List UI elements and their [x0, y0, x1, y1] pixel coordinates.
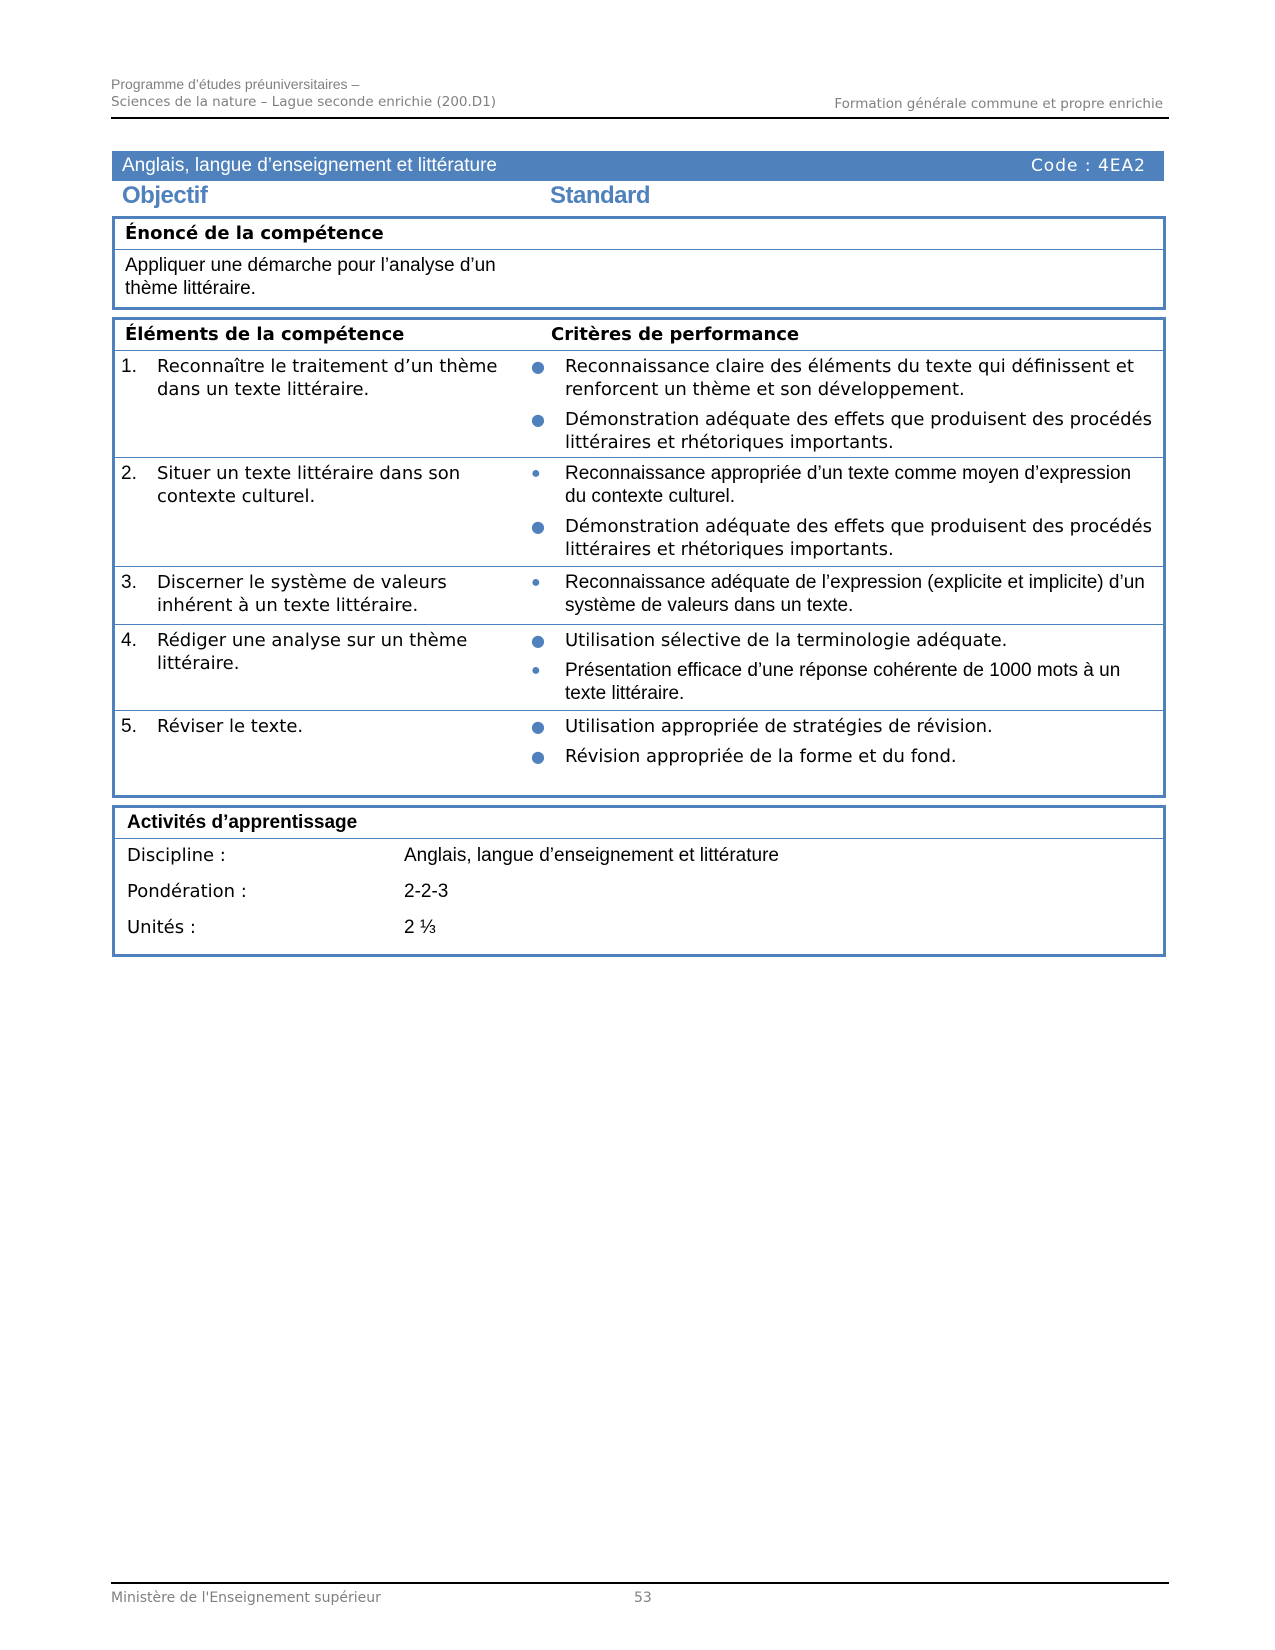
course-code: Code : 4EA2	[1030, 156, 1146, 176]
table-row	[115, 625, 1163, 711]
criteria-list	[527, 462, 1153, 568]
header-program	[111, 75, 496, 111]
discipline-value: Anglais, langue d’enseignement et littérature	[404, 845, 779, 866]
course-title-bar	[112, 151, 1164, 181]
table-row	[115, 351, 1163, 458]
criterion-item: ● Reconnaissance adéquate de l’expression (explicite et implicite) d’un système de valeurs dans un texte.	[531, 572, 1145, 616]
activity-row-ponderation	[115, 875, 1163, 911]
activity-row-unites	[115, 911, 1163, 947]
enonce-box	[112, 216, 1166, 310]
bullet-icon: ●	[531, 410, 545, 429]
criterion-item: ● Utilisation appropriée de stratégies de révision.	[531, 716, 993, 737]
page-number: 53	[634, 1590, 652, 1606]
header-program-line1: Programme d’études préuniversitaires –	[111, 76, 360, 92]
element-text: Réviser le texte.	[157, 716, 304, 737]
bullet-icon: ●	[531, 574, 541, 591]
bullet-icon: ●	[531, 662, 541, 679]
enonce-text: Appliquer une démarche pour l’analyse d’un thème littéraire.	[125, 255, 496, 299]
objectif-standard-row	[112, 182, 1164, 214]
objectif-label: Objectif	[122, 182, 208, 209]
criterion-item: ● Reconnaissance claire des éléments du texte qui définissent et renforcent un thème et son développement.	[531, 356, 1134, 400]
criteria-list	[527, 571, 1153, 624]
criterion-item: ● Révision appropriée de la forme et du fond.	[531, 746, 957, 767]
elements-table	[112, 317, 1166, 798]
element-text: Rédiger une analyse sur un thème littéraire.	[157, 630, 468, 674]
criteria-list	[527, 715, 1153, 775]
element-number: 4.	[121, 630, 137, 651]
ponderation-value: 2-2-3	[404, 881, 449, 902]
element-number: 5.	[121, 716, 137, 737]
bullet-icon: ●	[531, 465, 541, 482]
criteria-list	[527, 629, 1153, 712]
activity-row-discipline	[115, 839, 1163, 875]
bullet-icon: ●	[531, 517, 545, 536]
enonce-heading: Énoncé de la compétence	[115, 219, 1163, 250]
criteria-list	[527, 355, 1153, 461]
criterion-item: ● Démonstration adéquate des effets que produisent des procédés littéraires et rhétoriques importants.	[531, 409, 1152, 453]
ponderation-label: Pondération :	[127, 881, 247, 902]
activites-box	[112, 805, 1166, 957]
standard-label: Standard	[550, 182, 651, 209]
bullet-icon: ●	[531, 747, 545, 766]
criterion-item: ● Présentation efficace d’une réponse cohérente de 1000 mots à un texte littéraire.	[531, 660, 1121, 704]
table-row	[115, 567, 1163, 625]
table-row	[115, 458, 1163, 567]
course-title: Anglais, langue d’enseignement et littérature	[122, 155, 497, 176]
unites-label: Unités :	[127, 917, 196, 938]
unites-value: 2 ⅓	[404, 917, 436, 938]
element-number: 3.	[121, 572, 137, 593]
element-text: Discerner le système de valeurs inhérent à un texte littéraire.	[157, 572, 447, 616]
criteres-heading: Critères de performance	[551, 324, 800, 345]
elements-heading: Éléments de la compétence	[125, 324, 405, 345]
elements-table-header	[115, 320, 1163, 351]
discipline-label: Discipline :	[127, 845, 226, 866]
bullet-icon: ●	[531, 717, 545, 736]
table-row	[115, 711, 1163, 775]
footer-ministry: Ministère de l'Enseignement supérieur	[111, 1590, 381, 1606]
element-text: Situer un texte littéraire dans son contexte culturel.	[157, 463, 461, 507]
element-text: Reconnaître le traitement d’un thème dans un texte littéraire.	[157, 356, 498, 400]
element-number: 2.	[121, 463, 137, 484]
page-footer	[111, 1582, 1169, 1606]
criterion-item: ● Reconnaissance appropriée d’un texte comme moyen d’expression du contexte culturel.	[531, 463, 1132, 507]
criterion-item: ● Démonstration adéquate des effets que produisent des procédés littéraires et rhétoriques importants.	[531, 516, 1152, 560]
header-program-line2: Sciences de la nature – Lague seconde enrichie (200.D1)	[111, 94, 497, 110]
page-header	[111, 75, 1169, 119]
element-number: 1.	[121, 356, 137, 377]
header-formation: Formation générale commune et propre enrichie	[834, 96, 1163, 112]
bullet-icon: ●	[531, 631, 545, 650]
criterion-item: ● Utilisation sélective de la terminologie adéquate.	[531, 630, 1008, 651]
activites-heading: Activités d’apprentissage	[115, 808, 1163, 839]
bullet-icon: ●	[531, 357, 545, 376]
